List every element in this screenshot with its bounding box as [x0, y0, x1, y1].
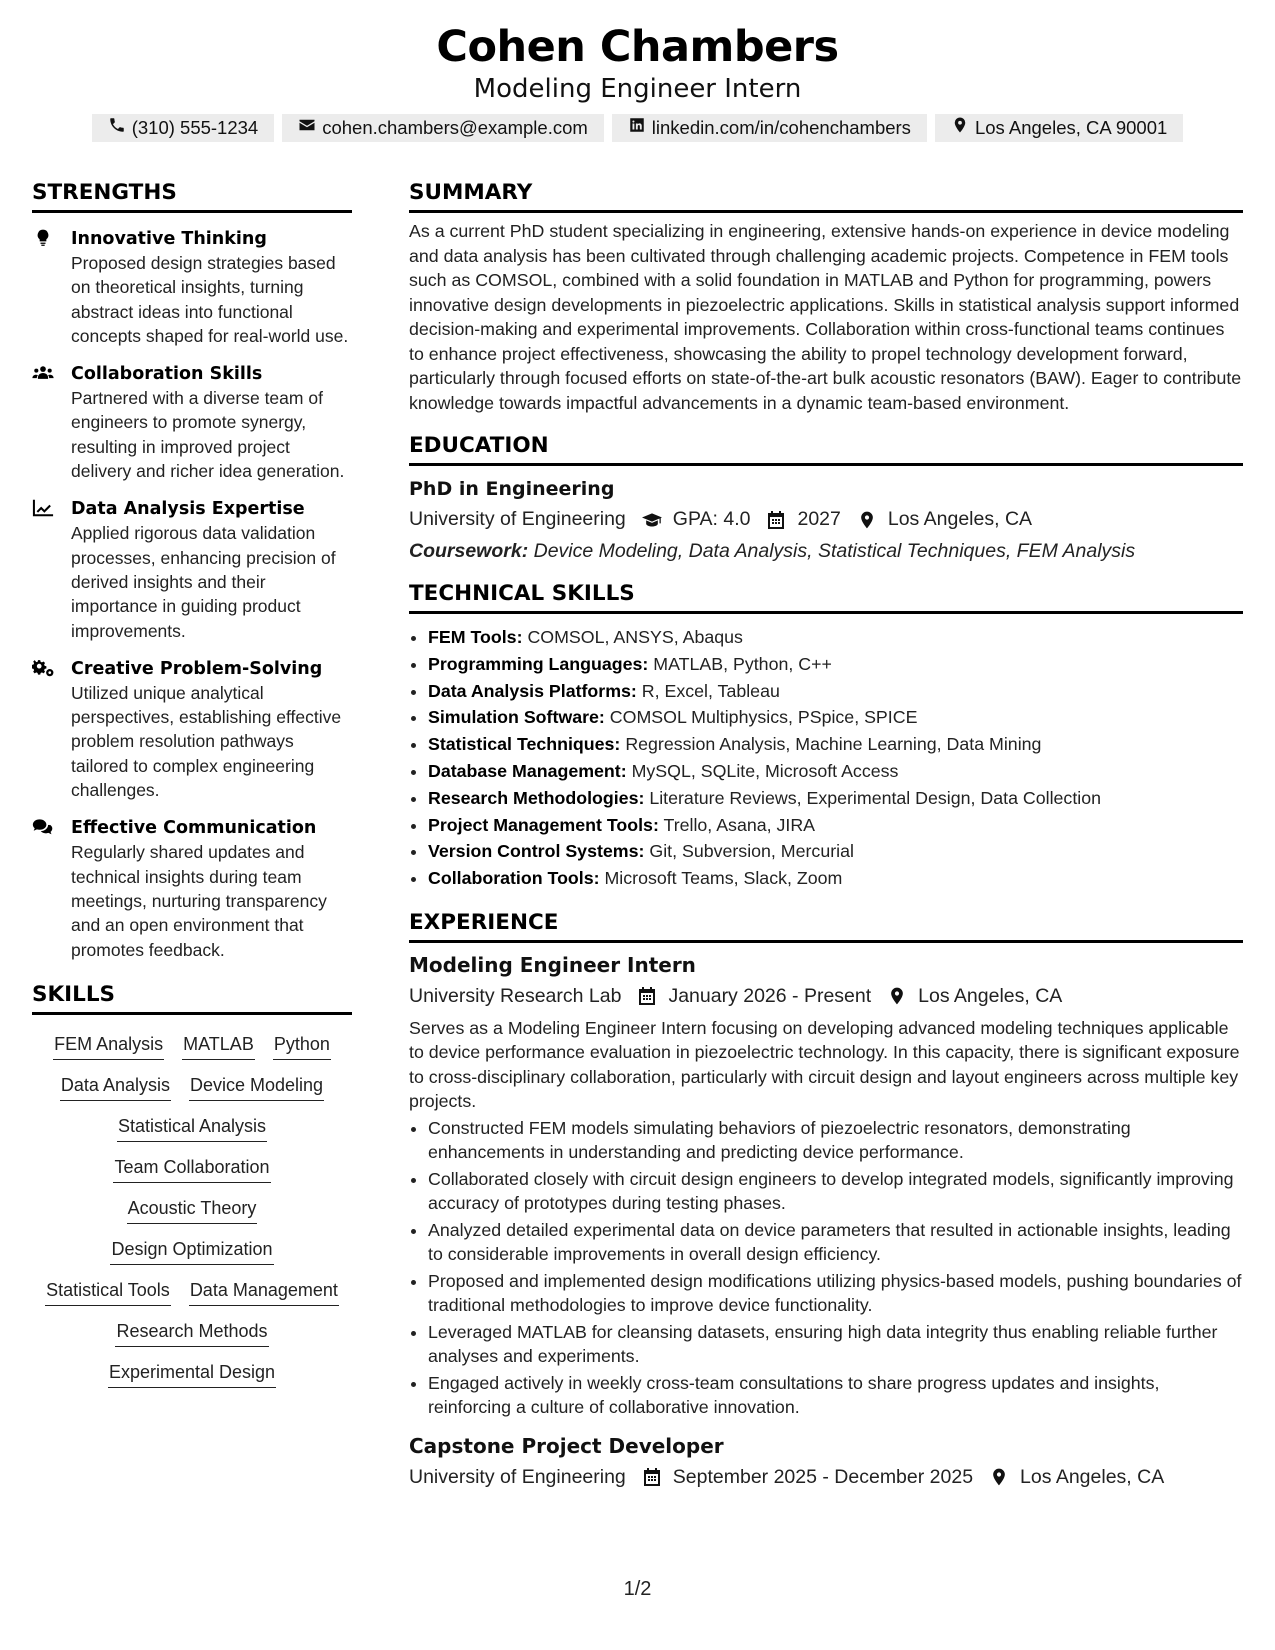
list-item [428, 624, 1243, 651]
skill-value: COMSOL Multiphysics, PSpice, SPICE [609, 707, 918, 728]
strength-item [32, 657, 352, 802]
gears-icon [32, 658, 56, 678]
skill-label: Project Management Tools: [428, 814, 659, 835]
job-summary: Serves as a Modeling Engineer Intern focusing on developing advanced modeling techniques applicable to device performance evaluation in piezoelectric technology. In this capacity, there is significant exposure to cross-disciplinary collaboration, particularly with circuit design and layout engineers across multiple key projects. [409, 1017, 1240, 1112]
list-item [428, 651, 1243, 678]
list-item: • Engaged actively in weekly cross-team consultations to share progress updates and insights, reinforcing a culture of collaborative innovation. [428, 1371, 1243, 1420]
skill-tag: Statistical Analysis [117, 1114, 267, 1142]
graduation-cap-icon [642, 510, 662, 530]
skill-value: MATLAB, Python, C++ [653, 653, 832, 674]
left-column [32, 180, 352, 1388]
job-org: University Research Lab [409, 984, 622, 1007]
line-chart-icon [32, 498, 56, 518]
right-column [409, 180, 1243, 1489]
calendar-icon [766, 510, 786, 530]
contact-bar [0, 114, 1275, 142]
users-icon [32, 363, 56, 383]
skill-label: FEM Tools: [428, 627, 523, 647]
job-location: Los Angeles, CA [918, 984, 1063, 1007]
job-org: University of Engineering [409, 1465, 626, 1488]
skill-tag: Experimental Design [108, 1360, 276, 1388]
envelope-icon [298, 114, 316, 142]
skill-tag: Statistical Tools [45, 1278, 171, 1306]
coursework-list: Device Modeling, Data Analysis, Statistical Techniques, FEM Analysis [533, 540, 1136, 562]
skill-label: Data Analysis Platforms: [428, 680, 637, 701]
contact-phone[interactable] [92, 114, 275, 142]
list-item [428, 812, 1243, 839]
lightbulb-icon [32, 228, 56, 248]
education-meta [409, 508, 1243, 531]
skill-tag: FEM Analysis [53, 1032, 164, 1060]
skill-value: Regression Analysis, Machine Learning, Data Mining [625, 734, 1042, 755]
job-title: Modeling Engineer Intern [409, 952, 696, 977]
education-coursework [409, 540, 1243, 563]
email-text: cohen.chambers@example.com [322, 117, 588, 138]
job-title: Capstone Project Developer [409, 1433, 724, 1458]
strength-title: Creative Problem-Solving [71, 658, 323, 679]
skill-tag: Research Methods [115, 1319, 268, 1347]
skill-label: Simulation Software: [428, 707, 605, 728]
education-heading: EDUCATION [409, 433, 1243, 466]
skill-label: Collaboration Tools: [428, 868, 600, 889]
education-school: University of Engineering [409, 508, 626, 530]
skill-label: Research Methodologies: [428, 787, 645, 808]
strength-title: Effective Communication [71, 818, 317, 839]
strength-desc: Utilized unique analytical perspectives, establishing effective problem resolution pathways tailored to complex engineering challenges. [71, 682, 342, 801]
technical-skills-list [409, 624, 1243, 892]
map-pin-icon [989, 1467, 1009, 1487]
skill-tag: Data Analysis [60, 1073, 171, 1101]
skill-label: Programming Languages: [428, 653, 649, 674]
education-gpa: GPA: 4.0 [672, 508, 751, 530]
skill-value: Trello, Asana, JIRA [663, 814, 816, 835]
education-year: 2027 [797, 508, 841, 530]
list-item [428, 704, 1243, 731]
job-bullets [409, 1116, 1243, 1420]
job-location: Los Angeles, CA [1020, 1465, 1165, 1488]
linkedin-icon [628, 114, 646, 142]
list-item: • Leveraged MATLAB for cleansing datasets, ensuring high data integrity thus enabling reliable further analyses and experiments. [428, 1320, 1243, 1369]
education-location: Los Angeles, CA [887, 508, 1033, 530]
skill-tag: Design Optimization [110, 1237, 273, 1265]
job-dates: January 2026 - Present [668, 984, 872, 1007]
map-pin-icon [951, 114, 969, 142]
list-item: • Constructed FEM models simulating behaviors of piezoelectric resonators, demonstrating enhancements in understanding and predicting device performance. [428, 1116, 1243, 1165]
list-item: • Collaborated closely with circuit design engineers to develop integrated models, significantly improving accuracy of prototypes during testing phases. [428, 1167, 1243, 1216]
list-item: • Analyzed detailed experimental data on device parameters that resulted in actionable insights, leading to considerable improvements in overall design efficiency. [428, 1218, 1243, 1267]
skill-value: Microsoft Teams, Slack, Zoom [604, 868, 843, 889]
strength-title: Collaboration Skills [71, 364, 263, 385]
skill-tag-list [32, 1032, 352, 1388]
skill-value: Git, Subversion, Mercurial [649, 841, 854, 862]
comments-icon [32, 817, 56, 837]
skill-tag: Team Collaboration [113, 1155, 270, 1183]
calendar-icon [642, 1467, 662, 1487]
strength-desc: Proposed design strategies based on theoretical insights, turning abstract ideas into functional concepts shaped for real-world use. [71, 253, 349, 346]
job-meta [409, 1466, 1243, 1489]
contact-location [935, 114, 1183, 142]
contact-linkedin[interactable] [612, 114, 927, 142]
skill-tag: Acoustic Theory [127, 1196, 258, 1224]
skill-label: Statistical Techniques: [428, 734, 621, 755]
technical-skills-heading: TECHNICAL SKILLS [409, 581, 1243, 614]
strength-title: Data Analysis Expertise [71, 499, 305, 520]
phone-text: (310) 555-1234 [131, 117, 259, 138]
skill-value: R, Excel, Tableau [641, 680, 780, 701]
job-dates: September 2025 - December 2025 [672, 1465, 974, 1488]
summary-heading: SUMMARY [409, 180, 1243, 213]
strength-desc: Regularly shared updates and technical insights during team meetings, nurturing transparency and an open environment that promotes feedback. [71, 842, 327, 960]
page-number: 1/2 [623, 1578, 652, 1600]
skill-tag: MATLAB [182, 1032, 255, 1060]
list-item [428, 865, 1243, 892]
calendar-icon [637, 986, 657, 1006]
skill-tag: Device Modeling [189, 1073, 324, 1101]
skill-value: Literature Reviews, Experimental Design, Data Collection [649, 787, 1101, 808]
candidate-name: Cohen Chambers [436, 22, 839, 72]
strength-desc: Partnered with a diverse team of engineers to promote synergy, resulting in improved project delivery and richer idea generation. [71, 388, 345, 482]
strength-item [32, 816, 352, 961]
summary-text: As a current PhD student specializing in engineering, extensive hands-on experience in device modeling and data analysis has been cultivated through challenging academic projects. Competence in FEM tools such as COMSOL, combined with a solid foundation in MATLAB and Python for programming, powers innovative design developments in piezoelectric applications. Skills in statistical analysis support informed decision-making and experimental improvements. Collaboration within cross-functional teams continues to enhance project effectiveness, showcasing the ability to propel technology development forward, particularly through focused efforts on state-of-the-art bulk acoustic resonators (BAW). Eager to contribute knowledge towards impactful advancements in a dynamic team-based environment. [409, 221, 1242, 413]
strengths-heading: STRENGTHS [32, 180, 352, 213]
skill-tag: Data Management [189, 1278, 339, 1306]
skill-value: MySQL, SQLite, Microsoft Access [631, 760, 899, 781]
strength-item [32, 227, 352, 348]
map-pin-icon [857, 510, 877, 530]
list-item [428, 731, 1243, 758]
contact-email[interactable] [282, 114, 604, 142]
phone-icon [108, 114, 126, 142]
location-text: Los Angeles, CA 90001 [974, 117, 1168, 138]
education-degree: PhD in Engineering [409, 478, 615, 500]
map-pin-icon [887, 986, 907, 1006]
strength-item [32, 362, 352, 483]
skill-value: COMSOL, ANSYS, Abaqus [527, 627, 743, 647]
list-item: • Proposed and implemented design modifications utilizing physics-based models, pushing boundaries of traditional methodologies to improve device functionality. [428, 1269, 1243, 1318]
list-item [428, 678, 1243, 705]
strength-item [32, 497, 352, 642]
strength-desc: Applied rigorous data validation processes, enhancing precision of derived insights and their importance in guiding product improvements. [71, 523, 336, 641]
skill-label: Version Control Systems: [428, 841, 645, 862]
coursework-label: Coursework: [409, 540, 529, 562]
candidate-title: Modeling Engineer Intern [473, 74, 802, 104]
job-meta [409, 985, 1243, 1008]
skill-label: Database Management: [428, 760, 627, 781]
list-item [428, 785, 1243, 812]
list-item [428, 758, 1243, 785]
skill-tag: Python [273, 1032, 331, 1060]
linkedin-text: linkedin.com/in/cohenchambers [651, 117, 911, 138]
list-item [428, 838, 1243, 865]
skills-heading: SKILLS [32, 982, 352, 1015]
strength-title: Innovative Thinking [71, 229, 267, 249]
experience-heading: EXPERIENCE [409, 910, 1243, 943]
